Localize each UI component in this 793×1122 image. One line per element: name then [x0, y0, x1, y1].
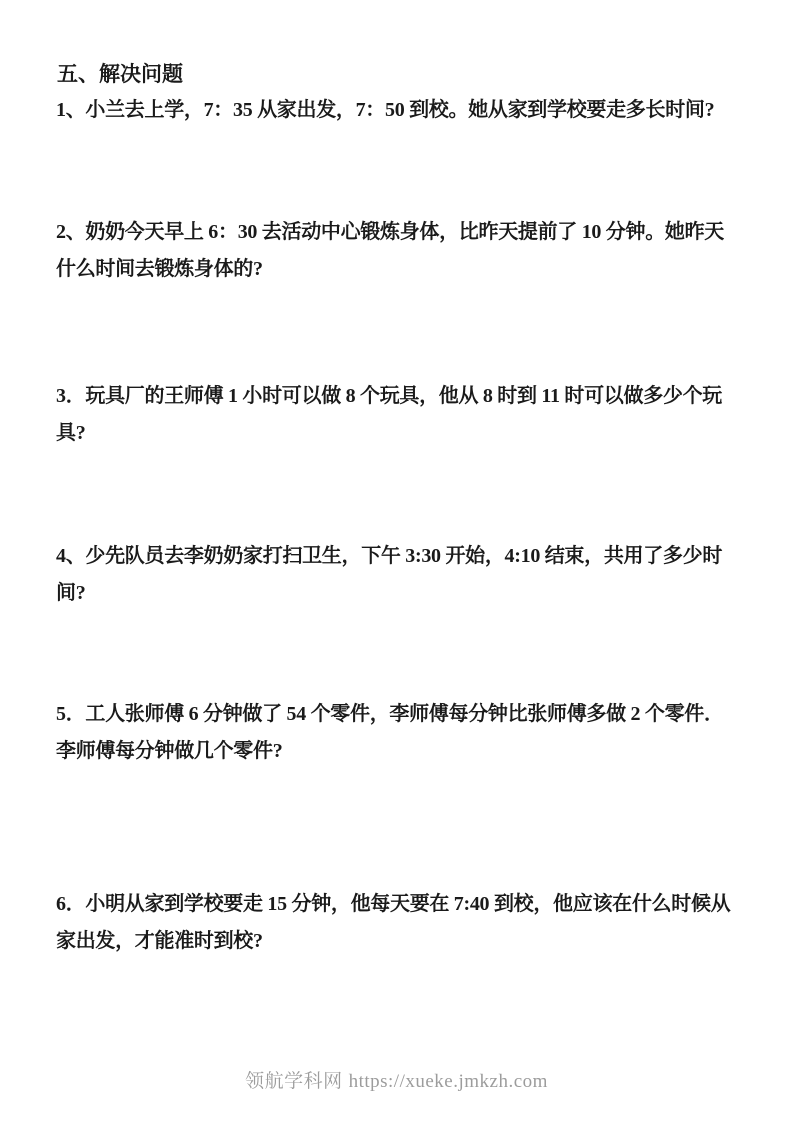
watermark-footer [0, 1066, 793, 1093]
question-4: 4、少先队员去李奶奶家打扫卫生，下午 3:30 开始，4:10 结束，共用了多少时间? [56, 545, 723, 604]
question-6: 6．小明从家到学校要走 15 分钟，他每天要在 7:40 到校，他应该在什么时候从家出发，才能准时到校? [56, 893, 731, 952]
question-5: 5．工人张师傅 6 分钟做了 54 个零件，李师傅每分钟比张师傅多做 2 个零件．李师傅每分钟做几个零件? [56, 703, 724, 762]
watermark-site-name: 领航学科网 [245, 1071, 343, 1092]
question-1: 1、小兰去上学，7：35 从家出发，7：50 到校。她从家到学校要走多长时间? [56, 99, 715, 121]
section-heading: 五、解决问题 [57, 62, 183, 86]
question-3: 3．玩具厂的王师傅 1 小时可以做 8 个玩具，他从 8 时到 11 时可以做多少个玩具? [56, 385, 722, 444]
question-2: 2、奶奶今天早上 6：30 去活动中心锻炼身体，比昨天提前了 10 分钟。她昨天什么时间去锻炼身体的? [56, 221, 724, 280]
watermark-url: https://xueke.jmkzh.com [348, 1071, 548, 1092]
